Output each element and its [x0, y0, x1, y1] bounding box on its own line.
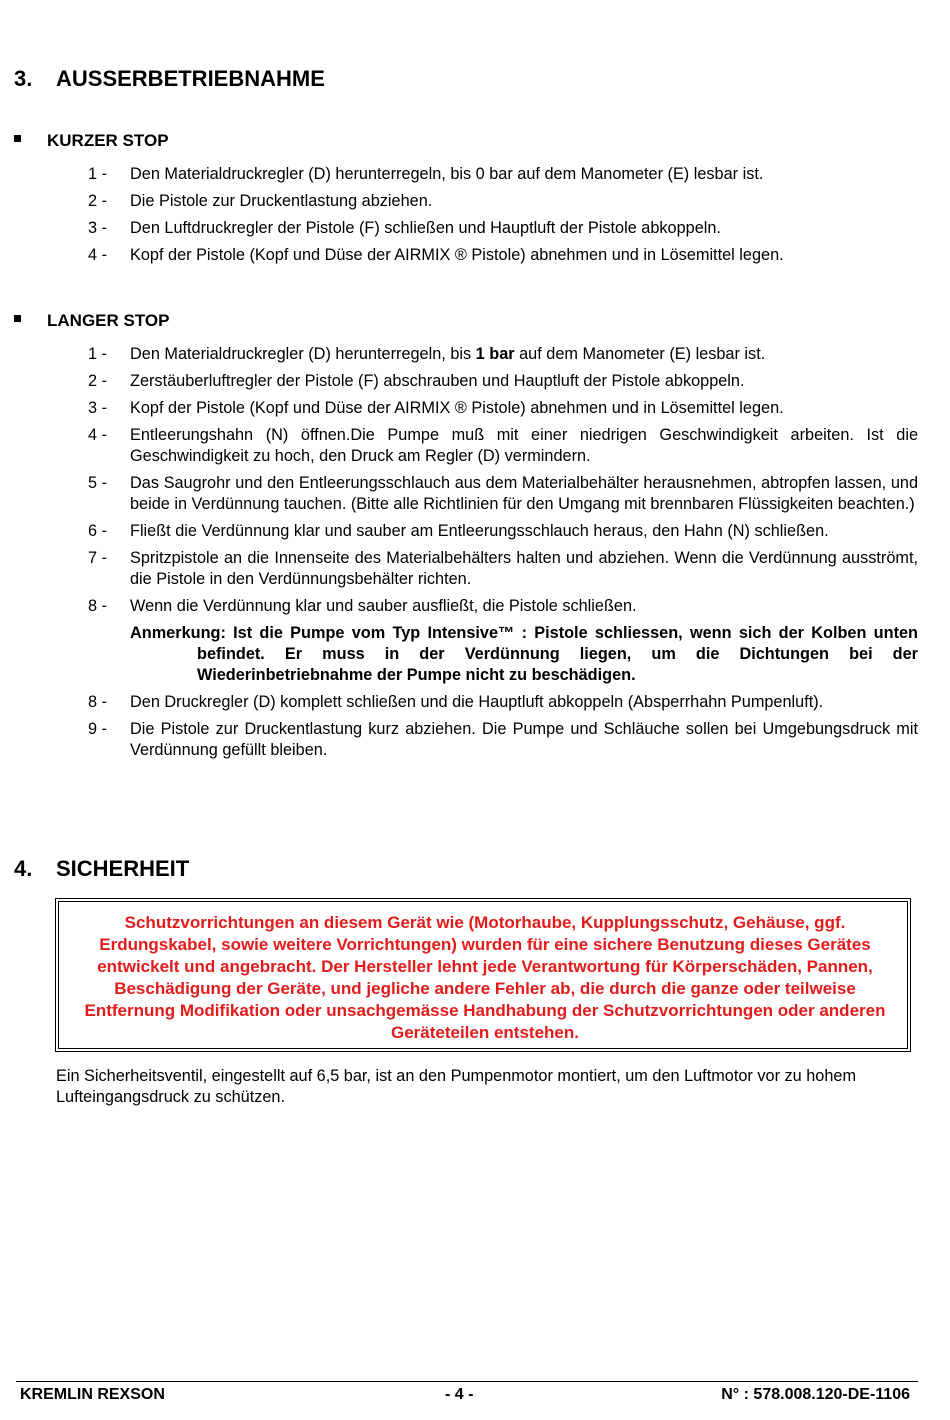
step-number: 3 -	[88, 219, 108, 237]
list-item	[88, 425, 918, 467]
list-item	[88, 719, 918, 761]
step-number: 1 -	[88, 345, 108, 363]
list-item	[88, 218, 918, 239]
step-number: 8 -	[88, 693, 108, 711]
safety-warning-text: Schutzvorrichtungen an diesem Gerät wie (Motorhaube, Kupplungsschutz, Gehäuse, ggf. Erdungskabel, sowie weitere Vorrichtungen) wurden für eine sichere Benutzung dieses Gerätes entwickelt und angebracht. Der Hersteller lehnt jede Verantwortung für Körperschäden, Pannen, Beschädigung der Geräte, und jegliche andere Fehler ab, die durch die ganze oder teilweise Entfernung Modifikation oder unsachgemässe Handhabung der Schutzvorrichtungen oder anderen Geräteteilen entstehen.	[84, 913, 886, 1042]
safety-valve-paragraph: Ein Sicherheitsventil, eingestellt auf 6,5 bar, ist an den Pumpenmotor montiert, um den Luftmotor vor zu hohem Lufteingangsdruck zu schützen.	[56, 1067, 857, 1106]
square-bullet-icon	[14, 135, 21, 142]
section-title: AUSSERBETRIEBNAHME	[56, 66, 325, 91]
step-text: Kopf der Pistole (Kopf und Düse der AIRMIX ® Pistole) abnehmen und in Lösemittel legen.	[130, 399, 784, 417]
list-item	[88, 398, 918, 419]
section-4-heading	[14, 856, 189, 882]
section-number: 3.	[14, 66, 33, 91]
step-text: Entleerungshahn (N) öffnen.Die Pumpe muß mit einer niedrigen Geschwindigkeit arbeiten. Ist die Geschwindigkeit zu hoch, den Druck am Regler (D) vermindern.	[130, 426, 918, 465]
list-item	[88, 344, 918, 365]
step-number: 8 -	[88, 597, 108, 615]
list-item	[88, 245, 918, 266]
section-3-heading	[14, 66, 325, 92]
square-bullet-icon	[14, 315, 21, 322]
subsection-title: LANGER STOP	[47, 311, 170, 330]
list-item	[88, 164, 918, 185]
footer-page-number: - 4 -	[445, 1386, 474, 1403]
step-number: 5 -	[88, 474, 108, 492]
step-number: 3 -	[88, 399, 108, 417]
kurzer-stop-heading	[14, 131, 169, 151]
list-item	[88, 521, 918, 542]
section-title: SICHERHEIT	[56, 856, 190, 881]
step-text: Das Saugrohr und den Entleerungsschlauch aus dem Materialbehälter herausnehmen, abtropfen lassen, und beide in Verdünnung tauchen. (Bitte alle Richtlinien für den Umgang mit brennbaren Flüssigkeiten beachten.)	[130, 474, 918, 513]
step-text: Zerstäuberluftregler der Pistole (F) abschrauben und Hauptluft der Pistole abkoppeln.	[130, 372, 745, 390]
list-item	[88, 371, 918, 392]
subsection-title: KURZER STOP	[47, 131, 169, 150]
kurzer-stop-steps	[88, 164, 918, 272]
step-text: Wenn die Verdünnung klar und sauber ausfließt, die Pistole schließen.	[130, 597, 637, 615]
section-number: 4.	[14, 856, 33, 881]
safety-warning-box	[55, 898, 911, 1052]
step-number: 2 -	[88, 192, 108, 210]
step-text-part: auf dem Manometer (E) lesbar ist.	[514, 345, 766, 363]
list-item	[88, 692, 918, 713]
step-text: Die Pistole zur Druckentlastung abziehen.	[130, 192, 433, 210]
step-text	[130, 344, 918, 365]
step-text: Fließt die Verdünnung klar und sauber am Entleerungsschlauch heraus, den Hahn (N) schließen.	[130, 522, 829, 540]
footer-company: KREMLIN REXSON	[20, 1386, 165, 1403]
step-text: Kopf der Pistole (Kopf und Düse der AIRMIX ® Pistole) abnehmen und in Lösemittel legen.	[130, 246, 784, 264]
list-item	[88, 596, 918, 617]
step-text: Die Pistole zur Druckentlastung kurz abziehen. Die Pumpe und Schläuche sollen bei Umgebungsdruck mit Verdünnung gefüllt bleiben.	[130, 720, 918, 759]
step-text-part: Den Materialdruckregler (D) herunterregeln, bis	[130, 345, 476, 363]
step-number: 9 -	[88, 720, 108, 738]
list-item	[88, 473, 918, 515]
step-number: 4 -	[88, 426, 108, 444]
step-text: Spritzpistole an die Innenseite des Materialbehälters halten und abziehen. Wenn die Verdünnung ausströmt, die Pistole in den Verdünnungsbehälter richten.	[130, 549, 918, 588]
step-number: 6 -	[88, 522, 108, 540]
step-text: Den Druckregler (D) komplett schließen und die Hauptluft abkoppeln (Absperrhahn Pumpenluft).	[130, 693, 824, 711]
intensive-note: Anmerkung: Ist die Pumpe vom Typ Intensive™ : Pistole schliessen, wenn sich der Kolben unten befindet. Er muss in der Verdünnung liegen, um die Dichtungen bei der Wiederinbetriebnahme der Pumpe nicht zu beschädigen.	[130, 624, 918, 684]
list-item	[88, 548, 918, 590]
step-number: 2 -	[88, 372, 108, 390]
footer-doc-number: N° : 578.008.120-DE-1106	[721, 1386, 910, 1403]
step-number: 4 -	[88, 246, 108, 264]
langer-stop-heading	[14, 311, 169, 331]
footer-divider	[16, 1381, 918, 1382]
list-item	[88, 191, 918, 212]
step-text: Den Materialdruckregler (D) herunterregeln, bis 0 bar auf dem Manometer (E) lesbar ist.	[130, 165, 764, 183]
step-number: 7 -	[88, 549, 108, 567]
step-text-bold: 1 bar	[475, 345, 515, 363]
step-text: Den Luftdruckregler der Pistole (F) schließen und Hauptluft der Pistole abkoppeln.	[130, 219, 721, 237]
step-number: 1 -	[88, 165, 108, 183]
langer-stop-steps	[88, 344, 918, 767]
